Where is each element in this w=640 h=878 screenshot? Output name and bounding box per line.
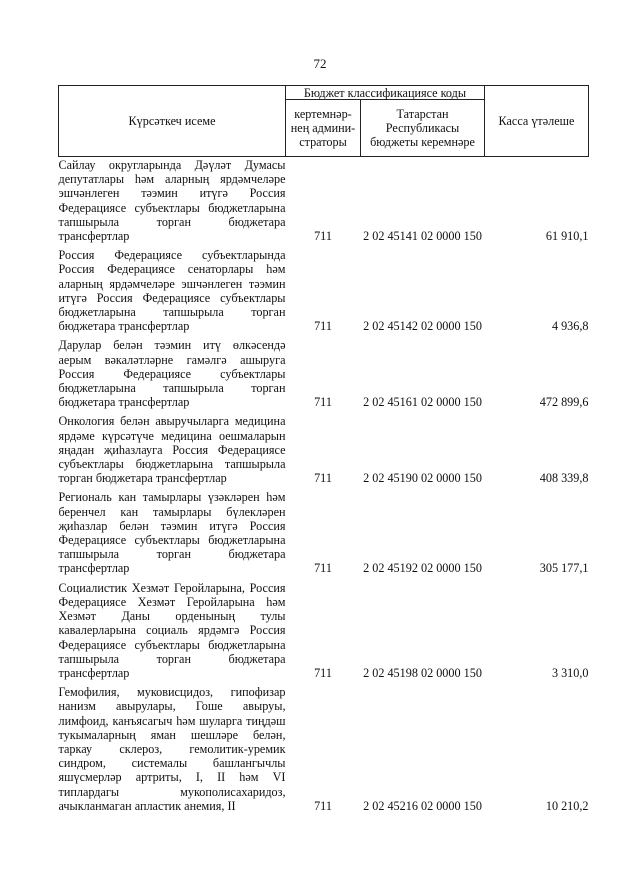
administrator-code: 711 <box>314 471 332 486</box>
cash-amount: 408 339,8 <box>539 471 589 486</box>
administrator-code: 711 <box>314 665 332 680</box>
revenue-code: 2 02 45190 02 0000 150 <box>363 471 482 486</box>
table-row <box>59 157 589 249</box>
cash-amount: 305 177,1 <box>539 561 589 576</box>
indicator-name: Россия Федерациясе субъектларында Россия Федерациясе сенаторлары һәм аларның ярдәмчеләре эшчәнлеген тәэмин итүгә Россия Федерациясе субъектлары бюджетларына тапшырыла торган бюджетара трансфертлар <box>58 248 286 334</box>
revenue-code: 2 02 45161 02 0000 150 <box>363 395 482 410</box>
administrator-code: 711 <box>314 319 332 334</box>
table-row <box>59 414 589 490</box>
table-row <box>59 490 589 580</box>
cash-amount: 4 936,8 <box>551 319 589 334</box>
revenue-code: 2 02 45141 02 0000 150 <box>363 229 482 244</box>
revenue-code: 2 02 45142 02 0000 150 <box>363 319 482 334</box>
table-row <box>59 685 589 818</box>
administrator-code: 711 <box>314 395 332 410</box>
indicator-name: Социалистик Хезмәт Геройларына, Россия Федерациясе Хезмәт Геройларына һәм Хезмәт Даны орденының тулы кавалерларына социаль ярдәмгә Россия Федерациясе субъектлары бюджетларына тапшырыла торган бюджетара трансфертлар <box>58 580 286 680</box>
cash-amount: 3 310,0 <box>551 665 589 680</box>
indicator-name: Сайлау округларында Дәүләт Думасы депутатлары һәм аларның ярдәмчеләре эшчәнлеген тәэмин итүгә Россия Федерациясе субъектлары бюджетларына тапшырыла торган бюджетара трансфертлар <box>58 158 286 244</box>
indicator-name: Онкология белән авыручыларга медицина ярдәме күрсәтүче медицина оешмаларын яңадан җиһазлауга Россия Федерациясе субъектлары бюджетларына тапшырыла торган бюджетара трансфертлар <box>58 414 286 486</box>
header-cash-execution: Касса үтәлеше <box>485 86 589 157</box>
administrator-code: 711 <box>314 798 332 813</box>
header-budget-revenues: Татарстан Республикасы бюджеты керемнәре <box>361 100 485 157</box>
indicator-name: Гемофилия, муковисцидоз, гипофизар нанизм авырулары, Гоше авыруы, лимфоид, канъясагыч һәм шуларга тиңдәш тукымаларның яман шешләре белән, таркау склероз, гемолитик-уремик синдром, системалы башлангычлы яшүсмерләр артриты, I, II һәм VI типлардагы мукополисахаридоз, ачыкланмаган апластик анемия, II <box>58 685 286 813</box>
revenue-code: 2 02 45198 02 0000 150 <box>363 665 482 680</box>
budget-table <box>58 85 589 818</box>
page-number: 72 <box>313 56 327 71</box>
cash-amount: 472 899,6 <box>539 395 589 410</box>
table-row <box>59 581 589 685</box>
cash-amount: 10 210,2 <box>545 798 589 813</box>
header-administrators: кертемнәр-нең админи-страторы <box>286 100 361 157</box>
header-budget-classification: Бюджет классификациясе коды <box>286 86 485 100</box>
indicator-name: Дарулар белән тәэмин итү өлкәсендә аерым вәкаләтләрне гамәлгә ашыруга Россия Федерациясе субъектлары бюджетларына тапшырыла торган бюджетара трансфертлар <box>58 338 286 410</box>
table-row <box>59 338 589 414</box>
indicator-name: Региональ кан тамырлары үзәкләрен һәм беренчел кан тамырлары бүлекләрен җиһазлар белән тәэмин итүгә Россия Федерациясе субъектлары бюджетларына тапшырыла торган бюджетара трансфертлар <box>58 490 286 576</box>
administrator-code: 711 <box>314 561 332 576</box>
table-row <box>59 248 589 338</box>
cash-amount: 61 910,1 <box>545 229 589 244</box>
revenue-code: 2 02 45216 02 0000 150 <box>363 798 482 813</box>
header-indicator-name: Күрсәткеч исеме <box>59 86 286 157</box>
administrator-code: 711 <box>314 229 332 244</box>
revenue-code: 2 02 45192 02 0000 150 <box>363 561 482 576</box>
